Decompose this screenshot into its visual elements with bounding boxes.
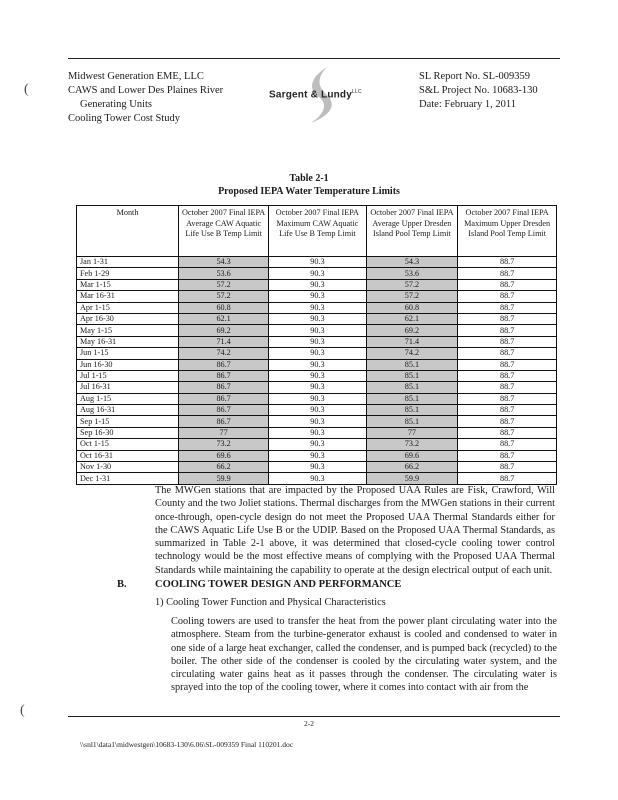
temp-limit-cell: 69.6 — [366, 450, 458, 461]
paragraph-mwgen-stations: The MWGen stations that are impacted by the Proposed UAA Rules are Fisk, Crawford, Will County and the two Joliet stations. Thermal discharges from the MWGen stations in their current once-through, open-cycle design do not meet the Proposed UAA Thermal Standards either for the CAWS Aquatic Life Use B or the UDIP. Based on the Proposed UAA Thermal Standards, as summarized in Table 2-1 above, it was determined that closed-cycle cooling tower control technology would be the most effective means of complying with the Proposed UAA Thermal Standards while maintaining the capability to operate at the design electrical output of each unit. — [155, 485, 555, 576]
temp-limit-cell: 88.7 — [458, 405, 557, 416]
temp-limit-cell: 85.1 — [366, 416, 458, 427]
table-row — [77, 416, 557, 427]
temperature-limits-table — [76, 205, 557, 485]
temp-limit-cell: 59.9 — [179, 473, 269, 484]
column-header: October 2007 Final IEPA Maximum CAW Aquatic Life Use B Temp Limit — [269, 206, 366, 257]
temp-limit-cell: 88.7 — [458, 393, 557, 404]
temp-limit-cell: 88.7 — [458, 325, 557, 336]
temp-limit-cell: 86.7 — [179, 370, 269, 381]
temp-limit-cell: 90.3 — [269, 405, 366, 416]
table-row — [77, 382, 557, 393]
month-cell: Nov 1-30 — [77, 462, 179, 473]
table-row — [77, 279, 557, 290]
month-cell: Jul 1-15 — [77, 370, 179, 381]
table-title: Proposed IEPA Water Temperature Limits — [218, 186, 400, 197]
table-body — [77, 257, 557, 485]
temp-limit-cell: 90.3 — [269, 462, 366, 473]
temp-limit-cell: 88.7 — [458, 427, 557, 438]
month-cell: Sep 16-30 — [77, 427, 179, 438]
table-row — [77, 359, 557, 370]
month-cell: Jan 1-31 — [77, 257, 179, 268]
temp-limit-cell: 88.7 — [458, 279, 557, 290]
month-cell: Oct 16-31 — [77, 450, 179, 461]
subsection-title: 1) Cooling Tower Function and Physical Characteristics — [155, 597, 386, 608]
temp-limit-cell: 90.3 — [269, 348, 366, 359]
temp-limit-cell: 90.3 — [269, 427, 366, 438]
table-caption — [0, 172, 618, 198]
temp-limit-cell: 73.2 — [179, 439, 269, 450]
temp-limit-cell: 90.3 — [269, 450, 366, 461]
temp-limit-cell: 85.1 — [366, 370, 458, 381]
month-cell: Jun 16-30 — [77, 359, 179, 370]
month-cell: Sep 1-15 — [77, 416, 179, 427]
temp-limit-cell: 57.2 — [366, 279, 458, 290]
project-number: S&L Project No. 10683-130 — [419, 85, 538, 96]
logo-text: Sargent & Lundy$^{LLC}$ — [269, 89, 362, 101]
temp-limit-cell: 90.3 — [269, 302, 366, 313]
table-row — [77, 268, 557, 279]
temp-limit-cell: 90.3 — [269, 393, 366, 404]
temp-limit-cell: 57.2 — [179, 291, 269, 302]
header-project: CAWS and Lower Des Plaines River — [68, 85, 224, 96]
month-cell: Mar 1-15 — [77, 279, 179, 290]
margin-mark-bottom: ( — [20, 703, 25, 718]
temp-limit-cell: 62.1 — [179, 313, 269, 324]
temp-limit-cell: 88.7 — [458, 416, 557, 427]
report-date: Date: February 1, 2011 — [419, 99, 517, 110]
temp-limit-cell: 86.7 — [179, 382, 269, 393]
table-row — [77, 439, 557, 450]
temp-limit-cell: 85.1 — [366, 359, 458, 370]
temp-limit-cell: 88.7 — [458, 348, 557, 359]
paragraph-cooling-towers: Cooling towers are used to transfer the heat from the power plant circulating water into the atmosphere. Steam from the turbine-generator exhaust is cooled and condensed to water in one side of a large heat exchanger, called the condenser, and is pumped back (recycled) to the boiler. The other side of the condenser is cooled by the circulating water system, and the circulating water gains heat as it passes through the condenser. The circulating water is sprayed into the top of the cooling tower, where it comes into contact with air from the — [171, 616, 557, 694]
column-header: October 2007 Final IEPA Average Upper Dresden Island Pool Temp Limit — [366, 206, 458, 257]
temp-limit-cell: 53.6 — [366, 268, 458, 279]
temp-limit-cell: 60.8 — [366, 302, 458, 313]
table-row — [77, 370, 557, 381]
table-row — [77, 393, 557, 404]
temp-limit-cell: 71.4 — [179, 336, 269, 347]
table-row — [77, 291, 557, 302]
header-units: Generating Units — [80, 99, 153, 110]
temp-limit-cell: 53.6 — [179, 268, 269, 279]
margin-mark-top: ( — [24, 82, 29, 97]
temp-limit-cell: 88.7 — [458, 462, 557, 473]
temp-limit-cell: 88.7 — [458, 257, 557, 268]
temp-limit-cell: 86.7 — [179, 405, 269, 416]
temp-limit-cell: 88.7 — [458, 302, 557, 313]
temp-limit-cell: 66.2 — [366, 462, 458, 473]
temp-limit-cell: 90.3 — [269, 473, 366, 484]
temp-limit-cell: 62.1 — [366, 313, 458, 324]
month-cell: Apr 16-30 — [77, 313, 179, 324]
page-number: 2-2 — [304, 719, 314, 728]
header-company: Midwest Generation EME, LLC — [68, 71, 204, 82]
temp-limit-cell: 88.7 — [458, 359, 557, 370]
temp-limit-cell: 88.7 — [458, 268, 557, 279]
header-rule — [68, 58, 560, 59]
table-row — [77, 450, 557, 461]
footer-rule — [68, 716, 560, 717]
temp-limit-cell: 86.7 — [179, 416, 269, 427]
table-row — [77, 462, 557, 473]
temp-limit-cell: 85.1 — [366, 382, 458, 393]
temp-limit-cell: 69.2 — [179, 325, 269, 336]
temp-limit-cell: 69.2 — [366, 325, 458, 336]
month-cell: Aug 1-15 — [77, 393, 179, 404]
temp-limit-cell: 88.7 — [458, 450, 557, 461]
sargent-lundy-logo — [265, 65, 385, 125]
table-header-row — [77, 206, 557, 257]
temp-limit-cell: 90.3 — [269, 382, 366, 393]
temp-limit-cell: 88.7 — [458, 473, 557, 484]
temp-limit-cell: 90.3 — [269, 416, 366, 427]
header-study: Cooling Tower Cost Study — [68, 113, 180, 124]
header-left — [68, 70, 223, 126]
month-cell: Apr 1-15 — [77, 302, 179, 313]
temp-limit-cell: 57.2 — [366, 291, 458, 302]
temp-limit-cell: 88.7 — [458, 439, 557, 450]
temp-limit-cell: 88.7 — [458, 291, 557, 302]
table-row — [77, 427, 557, 438]
temp-limit-cell: 74.2 — [179, 348, 269, 359]
month-cell: Aug 16-31 — [77, 405, 179, 416]
temp-limit-cell: 77 — [366, 427, 458, 438]
table-row — [77, 313, 557, 324]
column-header: October 2007 Final IEPA Average CAW Aquatic Life Use B Temp Limit — [179, 206, 269, 257]
temp-limit-cell: 90.3 — [269, 291, 366, 302]
temp-limit-cell: 90.3 — [269, 439, 366, 450]
temp-limit-cell: 59.9 — [366, 473, 458, 484]
temp-limit-cell: 90.3 — [269, 370, 366, 381]
temp-limit-cell: 88.7 — [458, 382, 557, 393]
section-letter: B. — [117, 579, 127, 590]
month-cell: Dec 1-31 — [77, 473, 179, 484]
temp-limit-cell: 86.7 — [179, 393, 269, 404]
temp-limit-cell: 90.3 — [269, 325, 366, 336]
section-title: COOLING TOWER DESIGN AND PERFORMANCE — [155, 579, 402, 590]
table-row — [77, 325, 557, 336]
table-row — [77, 473, 557, 484]
temp-limit-cell: 54.3 — [366, 257, 458, 268]
month-cell: Feb 1-29 — [77, 268, 179, 279]
temp-limit-cell: 54.3 — [179, 257, 269, 268]
temp-limit-cell: 90.3 — [269, 359, 366, 370]
month-cell: Jul 16-31 — [77, 382, 179, 393]
temp-limit-cell: 88.7 — [458, 313, 557, 324]
month-cell: Oct 1-15 — [77, 439, 179, 450]
temp-limit-cell: 77 — [179, 427, 269, 438]
table-row — [77, 336, 557, 347]
header-right — [419, 70, 538, 112]
temp-limit-cell: 85.1 — [366, 405, 458, 416]
table-row — [77, 302, 557, 313]
temp-limit-cell: 57.2 — [179, 279, 269, 290]
temp-limit-cell: 73.2 — [366, 439, 458, 450]
file-path: \\snl1\data1\midwestgen\10683-130\6.06\SL-009359 Final 110201.doc — [80, 740, 294, 749]
temp-limit-cell: 88.7 — [458, 336, 557, 347]
temp-limit-cell: 90.3 — [269, 268, 366, 279]
temp-limit-cell: 71.4 — [366, 336, 458, 347]
temp-limit-cell: 90.3 — [269, 279, 366, 290]
month-cell: May 16-31 — [77, 336, 179, 347]
column-header: Month — [77, 206, 179, 257]
column-header: October 2007 Final IEPA Maximum Upper Dresden Island Pool Temp Limit — [458, 206, 557, 257]
temp-limit-cell: 86.7 — [179, 359, 269, 370]
month-cell: Jun 1-15 — [77, 348, 179, 359]
month-cell: Mar 16-31 — [77, 291, 179, 302]
temp-limit-cell: 60.8 — [179, 302, 269, 313]
temp-limit-cell: 66.2 — [179, 462, 269, 473]
temp-limit-cell: 69.6 — [179, 450, 269, 461]
table-row — [77, 257, 557, 268]
table-row — [77, 405, 557, 416]
report-number: SL Report No. SL-009359 — [419, 71, 531, 82]
temp-limit-cell: 90.3 — [269, 336, 366, 347]
table-number: Table 2-1 — [289, 173, 329, 184]
temp-limit-cell: 88.7 — [458, 370, 557, 381]
temp-limit-cell: 85.1 — [366, 393, 458, 404]
table-row — [77, 348, 557, 359]
temp-limit-cell: 90.3 — [269, 257, 366, 268]
temp-limit-cell: 74.2 — [366, 348, 458, 359]
temp-limit-cell: 90.3 — [269, 313, 366, 324]
month-cell: May 1-15 — [77, 325, 179, 336]
